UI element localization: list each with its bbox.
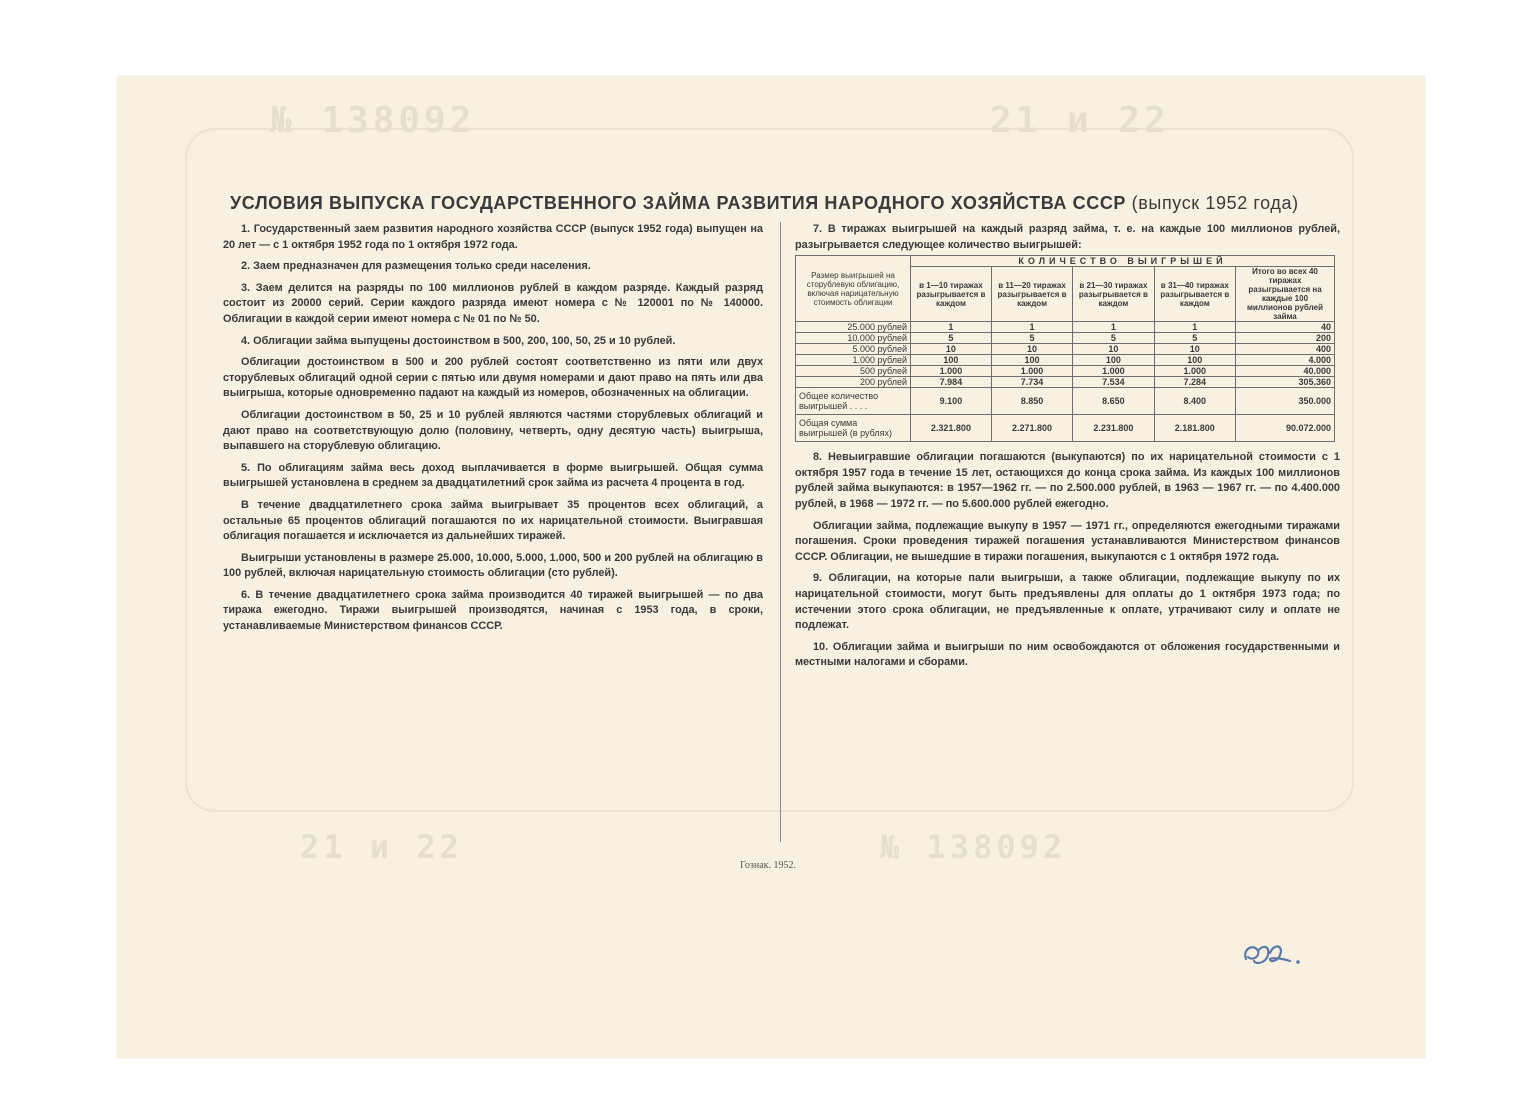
table-cell: 1	[1154, 322, 1235, 333]
table-cell: 40.000	[1236, 366, 1335, 377]
table-cell: 5	[1073, 333, 1154, 344]
table-header: в 11—20 тиражах разыгрывается в каждом	[991, 267, 1072, 322]
paragraph: Выигрыши установлены в размере 25.000, 10.000, 5.000, 1.000, 500 и 200 рублей на облигацию в 100 рублей, включая нарицательную стоимость облигации (сто рублей).	[223, 551, 763, 580]
bleed-through-series-bottom: 21 и 22	[300, 828, 463, 866]
table-cell-label: 25.000 рублей	[796, 322, 911, 333]
paragraph: 4. Облигации займа выпущены достоинством в 500, 200, 100, 50, 25 и 10 рублей.	[241, 334, 676, 347]
table-body	[796, 322, 1335, 388]
bleed-through-series-top: 21 и 22	[990, 100, 1170, 141]
paragraph: 5. По облигациям займа весь доход выплачивается в форме выигрышей. Общая сумма выигрышей установлена в среднем за двадцатилетний срок займа из расчета 4 процента в год.	[223, 461, 763, 490]
table-cell: 8.850	[991, 388, 1072, 415]
table-cell: 100	[991, 355, 1072, 366]
paragraph: 7. В тиражах выигрышей на каждый разряд займа, т. е. на каждые 100 миллионов рублей, разыгрывается следующее количество выигрышей:	[795, 223, 1340, 251]
table-cell: 100	[1154, 355, 1235, 366]
table-cell: 200	[1236, 333, 1335, 344]
table-cell-label: Общая сумма выигрышей (в рублях)	[796, 415, 911, 442]
table-cell: 10	[911, 344, 992, 355]
table-header: в 1—10 тиражах разыгрывается в каждом	[911, 267, 992, 322]
right-column	[795, 222, 1340, 677]
paragraph: Облигации займа, подлежащие выкупу в 1957 — 1971 гг., определяются ежегодными тиражами погашения. Сроки проведения тиражей погашения устанавливаются Министерством финансов СССР. Облигации, не вышедшие в тиражи погашения, выкупаются с 1 октября 1972 года.	[795, 519, 1340, 563]
table-row	[796, 366, 1335, 377]
table-row-total-count	[796, 388, 1335, 415]
paragraph: 1. Государственный заем развития народного хозяйства СССР (выпуск 1952 года) выпущен на 20 лет — с 1 октября 1952 года по 1 октября 1972 года.	[223, 223, 763, 251]
table-cell-label: 500 рублей	[796, 366, 911, 377]
table-cell: 4.000	[1236, 355, 1335, 366]
table-cell: 1.000	[991, 366, 1072, 377]
table-cell: 40	[1236, 322, 1335, 333]
paragraph: 6. В течение двадцатилетнего срока займа производится 40 тиражей выигрышей — по два тиража ежегодно. Тиражи выигрышей производятся, начиная с 1953 года, в сроки, устанавливаемые Министерством финансов СССР.	[223, 588, 763, 633]
column-divider	[780, 222, 781, 842]
table-group-header: КОЛИЧЕСТВО ВЫИГРЫШЕЙ	[911, 256, 1335, 267]
table-cell-label: 10.000 рублей	[796, 333, 911, 344]
paragraph: 10. Облигации займа и выигрыши по ним освобождаются от обложения государственными и местными налогами и сборами.	[795, 640, 1340, 669]
printer-imprint: Гознак. 1952.	[740, 860, 797, 871]
table-cell-label: 200 рублей	[796, 377, 911, 388]
table-cell: 350.000	[1236, 388, 1335, 415]
table-cell: 90.072.000	[1236, 415, 1335, 442]
table-cell-label: 5.000 рублей	[796, 344, 911, 355]
table-cell: 7.534	[1073, 377, 1154, 388]
table-cell: 7.984	[911, 377, 992, 388]
winnings-table	[795, 255, 1335, 442]
table-cell: 8.400	[1154, 388, 1235, 415]
table-cell: 100	[1073, 355, 1154, 366]
table-cell: 1.000	[1154, 366, 1235, 377]
table-cell: 10	[1073, 344, 1154, 355]
table-cell: 1	[991, 322, 1072, 333]
title-issue-year: (выпуск 1952 года)	[1131, 193, 1299, 213]
table-cell: 7.734	[991, 377, 1072, 388]
table-cell: 10	[991, 344, 1072, 355]
paragraph: 9. Облигации, на которые пали выигрыши, а также облигации, подлежащие выкупу по их нарицательной стоимости, могут быть предъявлены для оплаты до 1 октября 1973 года; по истечении этого срока облигации, не предъявленные к оплате, утрачивают силу и оплате не подлежат.	[795, 572, 1340, 632]
table-row	[796, 355, 1335, 366]
paragraph: В течение двадцатилетнего срока займа выигрывает 35 процентов всех облигаций, а остальные 65 процентов облигаций погашаются по их нарицательной стоимости. Выигравшая облигация погашается и исключается из дальнейших тиражей.	[223, 498, 763, 543]
table-row-total-sum	[796, 415, 1335, 442]
table-cell: 1	[911, 322, 992, 333]
table-cell: 5	[991, 333, 1072, 344]
bleed-through-serial-bottom: № 138092	[880, 828, 1067, 866]
left-column	[223, 222, 763, 641]
table-cell-label: 1.000 рублей	[796, 355, 911, 366]
handwritten-initials-signature	[1240, 935, 1310, 975]
table-cell: 10	[1154, 344, 1235, 355]
table-cell: 8.650	[1073, 388, 1154, 415]
table-header: Итого во всех 40 тиражах разыгрывается на каждые 100 миллионов рублей займа	[1236, 267, 1335, 322]
table-cell: 305.360	[1236, 377, 1335, 388]
table-cell: 400	[1236, 344, 1335, 355]
title-main: УСЛОВИЯ ВЫПУСКА ГОСУДАРСТВЕННОГО ЗАЙМА РАЗВИТИЯ НАРОДНОГО ХОЗЯЙСТВА СССР	[230, 193, 1127, 213]
table-header-prize-size: Размер выигрышей на сторублевую облигацию, включая нарицательную стоимость облигации	[796, 256, 911, 322]
paragraph: Облигации достоинством в 50, 25 и 10 рублей являются частями сторублевых облигаций и дают право на соответствующую долю (половину, четверть, одну десятую часть) выигрыша, выпавшего на сторублевую облигацию.	[223, 408, 763, 453]
paragraph: 3. Заем делится на разряды по 100 миллионов рублей в каждом разряде. Каждый разряд состоит из 20000 серий. Серии каждого разряда имеют номера с № 120001 по № 140000. Облигации в каждой серии имеют номера с № 01 по № 50.	[223, 281, 763, 325]
table-cell: 2.231.800	[1073, 415, 1154, 442]
table-cell: 5	[911, 333, 992, 344]
table-cell: 5	[1154, 333, 1235, 344]
table-cell: 1	[1073, 322, 1154, 333]
table-cell: 2.271.800	[991, 415, 1072, 442]
table-row	[796, 322, 1335, 333]
table-cell: 7.284	[1154, 377, 1235, 388]
table-row	[796, 344, 1335, 355]
bleed-through-serial-top: № 138092	[270, 100, 476, 141]
table-cell: 1.000	[911, 366, 992, 377]
table-header: в 21—30 тиражах разыгрывается в каждом	[1073, 267, 1154, 322]
document-title	[230, 193, 1299, 214]
table-cell-label: Общее количество выигрышей . . . .	[796, 388, 911, 415]
table-header: в 31—40 тиражах разыгрывается в каждом	[1154, 267, 1235, 322]
table-cell: 1.000	[1073, 366, 1154, 377]
table-cell: 9.100	[911, 388, 992, 415]
table-cell: 2.181.800	[1154, 415, 1235, 442]
table-row	[796, 377, 1335, 388]
table-cell: 100	[911, 355, 992, 366]
table-cell: 2.321.800	[911, 415, 992, 442]
paragraph: 2. Заем предназначен для размещения только среди населения.	[241, 260, 591, 273]
paragraph: 8. Невыигравшие облигации погашаются (выкупаются) по их нарицательной стоимости с 1 октября 1957 года в течение 15 лет, остающихся до конца срока займа. Из каждых 100 миллионов рублей займа выкупаются: в 1957—1962 гг. — по 2.500.000 рублей, в 1963 — 1967 гг. — по 4.400.000 рублей, в 1968 — 1972 гг. — по 5.600.000 рублей ежегодно.	[795, 451, 1340, 510]
paragraph: Облигации достоинством в 500 и 200 рублей состоят соответственно из пяти или двух сторублевых облигаций одной серии с пятью или двумя номерами и дают право на пять или два выигрыша, которые одновременно падают на каждый из номеров, обозначенных на облигации.	[223, 356, 763, 400]
table-row	[796, 333, 1335, 344]
